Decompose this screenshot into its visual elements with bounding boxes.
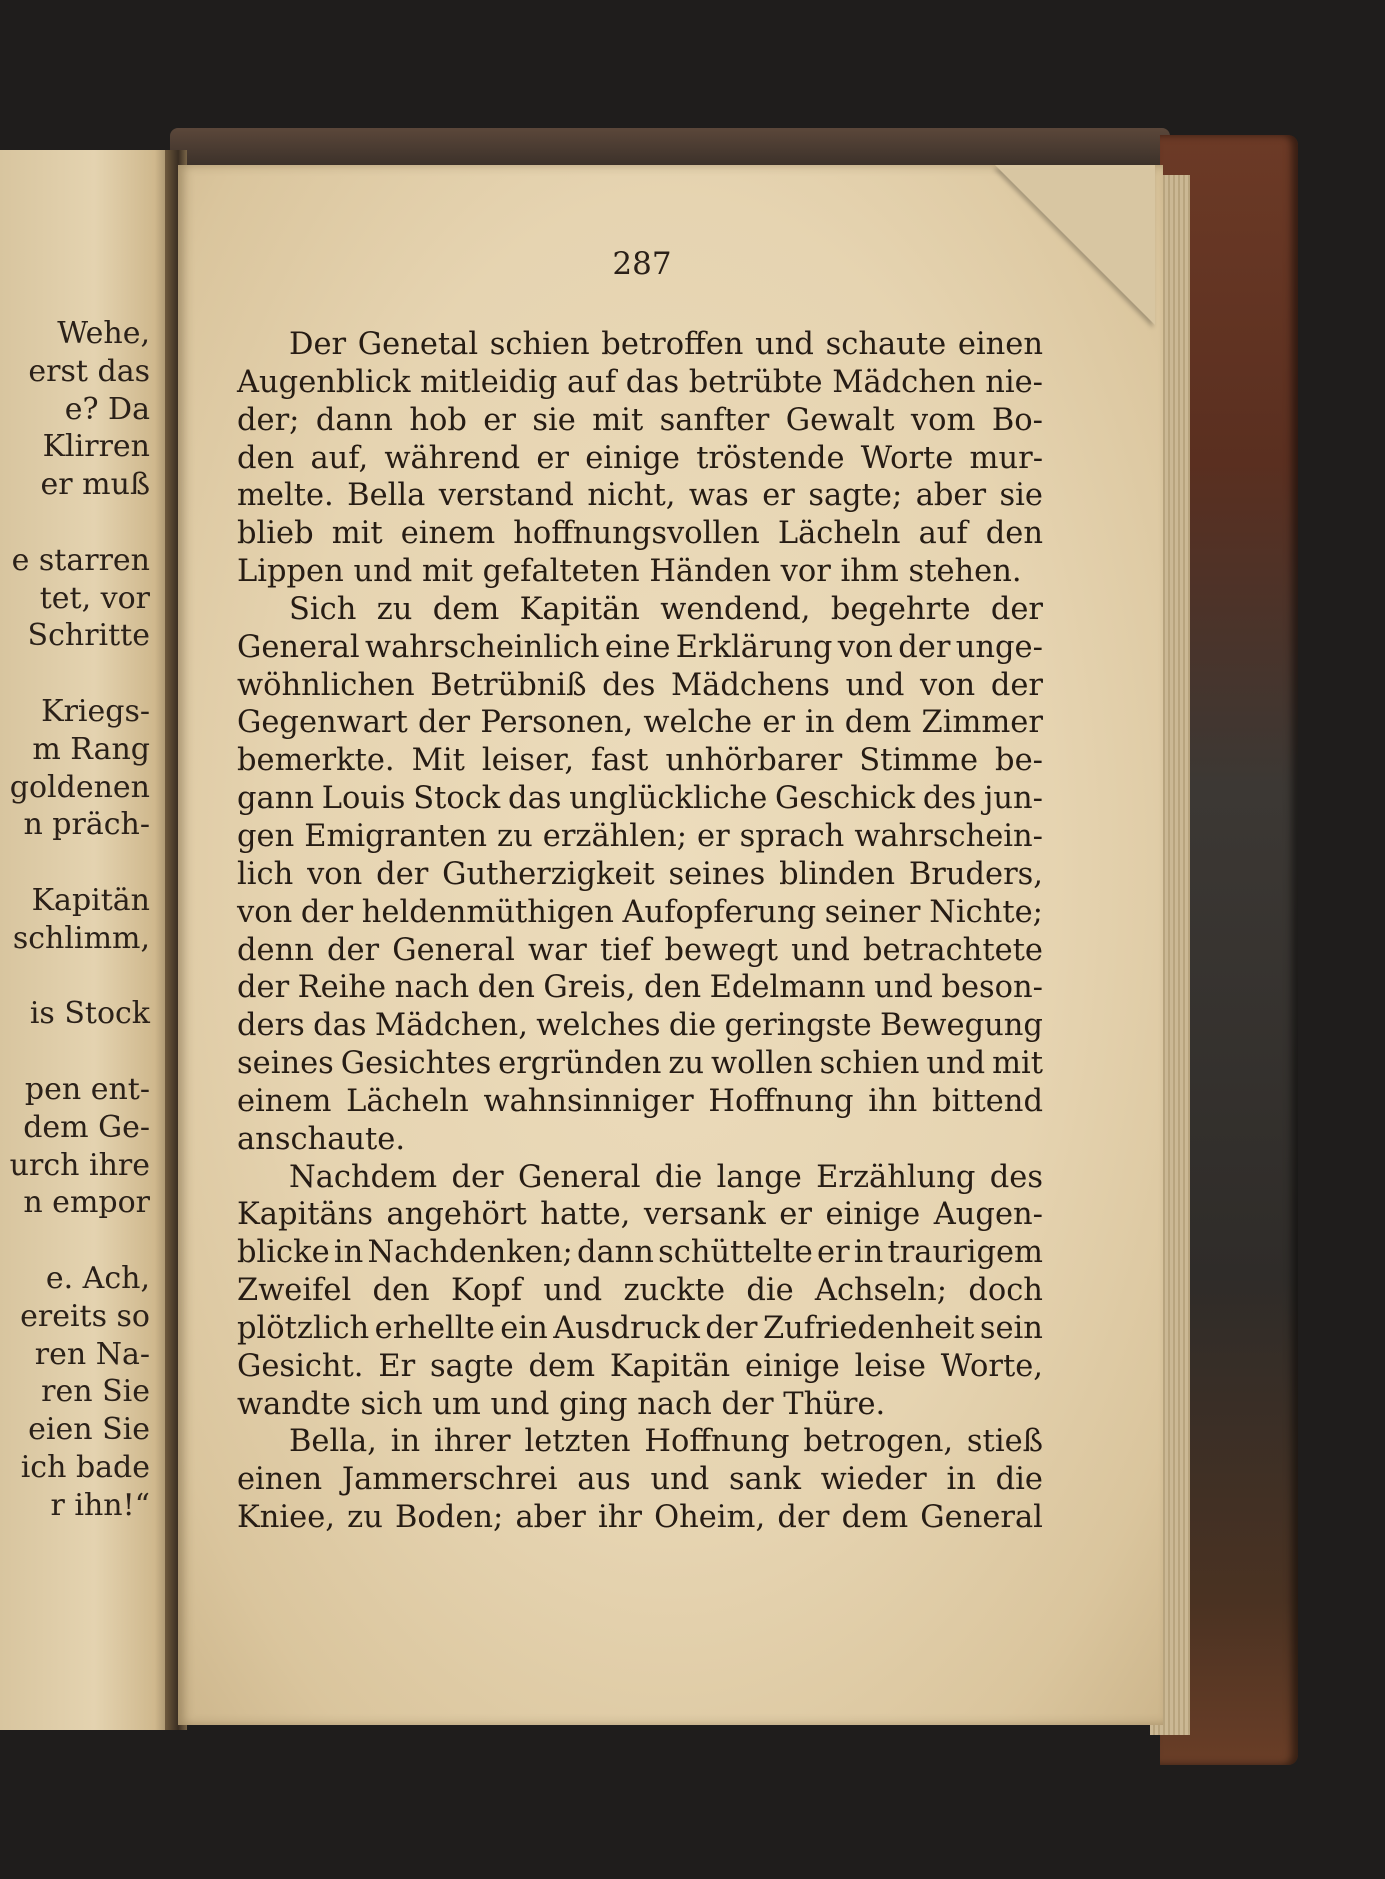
- left-text-line: is Stock: [29, 996, 150, 1032]
- text-line: Sich zu dem Kapitän wendend, begehrte der: [289, 591, 1043, 627]
- left-text-line: ren Sie: [41, 1374, 150, 1410]
- left-text-line: Schritte: [27, 618, 150, 654]
- left-text-line: er muß: [40, 467, 150, 503]
- left-page-text: [0, 315, 150, 1525]
- text-line: Bella, in ihrer letzten Hoffnung betrogen, stieß: [289, 1424, 1043, 1460]
- text-line: gen Emigranten zu erzählen; er sprach wahrschein-: [237, 818, 1043, 854]
- text-line: der; dann hob er sie mit sanfter Gewalt vom Bo-: [237, 402, 1043, 438]
- left-text-line: e starren: [11, 542, 150, 578]
- text-line: lich von der Gutherzigkeit seines blinden Bruders,: [237, 856, 1043, 892]
- text-line: Kapitäns angehört hatte, versank er einige Augen-: [237, 1197, 1043, 1233]
- page-body-text: [237, 326, 1043, 1537]
- text-line: seines Gesichtes ergründen zu wollen schien und mit: [237, 1046, 1043, 1082]
- folded-corner: [995, 165, 1155, 325]
- left-text-line: dem Ge-: [23, 1109, 150, 1145]
- left-text-line: e. Ach,: [45, 1260, 150, 1296]
- text-line: Augenblick mitleidig auf das betrübte Mädchen nie-: [237, 364, 1043, 400]
- left-text-line: ereits so: [20, 1298, 150, 1334]
- text-line: gann Louis Stock das unglückliche Geschick des jun-: [237, 781, 1043, 817]
- left-text-line: Kapitän: [31, 882, 150, 918]
- text-line: General wahrscheinlich eine Erklärung von der unge-: [237, 629, 1043, 665]
- text-line: wöhnlichen Betrübniß des Mädchens und von der: [237, 667, 1043, 703]
- text-line: von der heldenmüthigen Aufopferung seiner Nichte;: [237, 894, 1043, 930]
- left-text-line: r ihn!“: [50, 1487, 150, 1523]
- text-line: melte. Bella verstand nicht, was er sagte; aber sie: [237, 478, 1043, 514]
- text-line: denn der General war tief bewegt und betrachtete: [237, 932, 1043, 968]
- text-line: bemerkte. Mit leiser, fast unhörbarer Stimme be-: [237, 743, 1043, 779]
- left-text-line: n präch-: [23, 807, 150, 843]
- left-text-line: Klirren: [42, 429, 150, 465]
- left-text-line: [0, 1033, 150, 1071]
- text-line: einem Lächeln wahnsinniger Hoffnung ihn bittend: [237, 1083, 1043, 1119]
- text-line: den auf, während er einige tröstende Worte mur-: [237, 440, 1043, 476]
- text-line: plötzlich erhellte ein Ausdruck der Zufriedenheit sein: [237, 1310, 1043, 1346]
- left-text-line: schlimm,: [12, 920, 150, 956]
- text-line: Gesicht. Er sagte dem Kapitän einige leise Worte,: [237, 1348, 1043, 1384]
- text-line: Zweifel den Kopf und zuckte die Achseln; doch: [237, 1273, 1043, 1309]
- left-text-line: ich bade: [20, 1449, 150, 1485]
- left-text-line: n empor: [23, 1185, 150, 1221]
- left-text-line: pen ent-: [24, 1071, 150, 1107]
- left-text-line: ren Na-: [34, 1336, 150, 1372]
- text-line: der Reihe nach den Greis, den Edelmann und beson-: [237, 970, 1043, 1006]
- left-text-line: [0, 1222, 150, 1260]
- text-line: Nachdem der General die lange Erzählung des: [289, 1159, 1043, 1195]
- page-number: 287: [612, 246, 672, 282]
- book-top-edge: [170, 128, 1170, 168]
- left-text-line: eien Sie: [28, 1412, 150, 1448]
- left-text-line: [0, 958, 150, 996]
- left-page: [0, 150, 172, 1730]
- text-line: wandte sich um und ging nach der Thüre.: [237, 1386, 886, 1422]
- text-line: Der Genetal schien betroffen und schaute einen: [289, 327, 1043, 362]
- text-line: Kniee, zu Boden; aber ihr Oheim, der dem General: [237, 1500, 1043, 1536]
- text-line: blicke in Nachdenken; dann schüttelte er in traurigem: [237, 1235, 1043, 1271]
- text-line: anschaute.: [237, 1121, 406, 1157]
- left-text-line: e? Da: [64, 391, 150, 427]
- text-line: Lippen und mit gefalteten Händen vor ihm stehen.: [237, 554, 1022, 590]
- text-line: Gegenwart der Personen, welche er in dem Zimmer: [237, 705, 1043, 741]
- left-text-line: [0, 655, 150, 693]
- left-text-line: tet, vor: [39, 580, 150, 616]
- left-text-line: erst das: [28, 353, 150, 389]
- left-text-line: [0, 844, 150, 882]
- left-text-line: m Rang: [32, 731, 150, 767]
- left-text-line: [0, 504, 150, 542]
- text-line: blieb mit einem hoffnungsvollen Lächeln auf den: [237, 516, 1043, 552]
- text-line: ders das Mädchen, welches die geringste Bewegung: [237, 1008, 1043, 1044]
- left-text-line: Kriegs-: [41, 693, 150, 729]
- left-text-line: goldenen: [9, 769, 150, 805]
- left-text-line: urch ihre: [9, 1147, 150, 1183]
- text-line: einen Jammerschrei aus und sank wieder in die: [237, 1462, 1043, 1498]
- left-text-line: Wehe,: [57, 316, 150, 351]
